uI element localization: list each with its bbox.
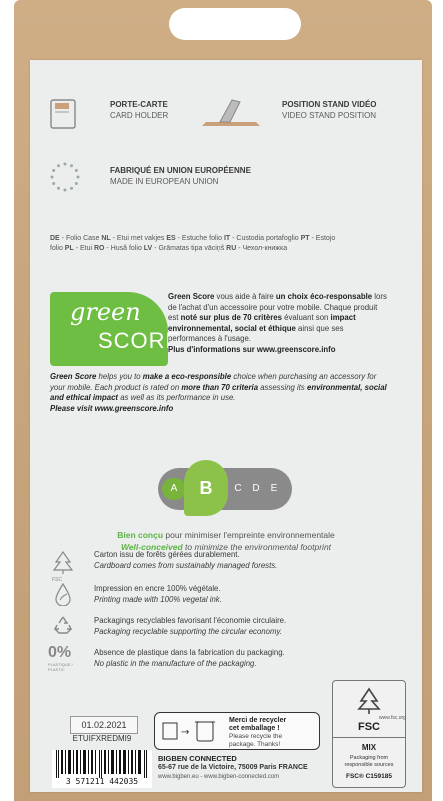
eco-plastic-fr: Absence de plastique dans la fabrication du packaging.: [94, 648, 285, 657]
gs-en-2d: environmental, social: [307, 382, 387, 392]
lang-code-pl: PL: [64, 245, 74, 252]
greenscore-text-en: [50, 372, 410, 414]
gs-en-4: Please visit www.greenscore.info: [50, 403, 174, 413]
gs-en-2c: assessing its: [258, 382, 307, 392]
card-holder-subtitle: CARD HOLDER: [110, 111, 169, 120]
rating-letter-d: D: [252, 483, 260, 494]
gs-fr-4b: ainsi que ses: [295, 323, 344, 333]
rating-letter-a: A: [162, 478, 186, 500]
rating-letter-b-selected: B: [184, 460, 228, 516]
fsc-description: [333, 755, 405, 768]
green-score-rating-scale: [158, 468, 292, 510]
fsc-divider: [333, 737, 405, 738]
gs-fr-6: Plus d'informations sur www.greenscore.info: [168, 344, 336, 354]
video-stand-title: POSITION STAND VIDÉO: [282, 100, 377, 109]
rating-en-a: Well-conceived: [120, 542, 183, 552]
fsc-desc-1: Packaging from: [349, 755, 389, 761]
barcode-number: 3 571211 442035: [65, 777, 139, 786]
eco-ink-fr: Impression en encre 100% végétale.: [94, 584, 221, 593]
fsc-small-label: FSC: [52, 577, 62, 583]
eco-fsc-fr: Carton issu de forêts gérées durablement.: [94, 550, 240, 559]
barcode: [52, 750, 152, 788]
gs-en-2: your mobile. Each product is rated on: [50, 382, 182, 392]
recycle-bin-icon: [161, 719, 219, 743]
recycle-title-fr: [229, 717, 286, 733]
packaging-back-card: [30, 60, 422, 792]
eco-fsc-en: Cardboard comes from sustainably managed forests.: [94, 560, 278, 570]
folio-case-icon: [48, 96, 82, 130]
lang-text-es: - Estuche folio: [175, 235, 224, 242]
translations-line-1: [50, 234, 406, 243]
eco-ink-en: Printing made with 100% vegetal ink.: [94, 594, 222, 604]
fsc-url: www.fsc.org: [379, 715, 406, 721]
zero-plastic-label: PLASTIQUE / PLASTIC: [48, 662, 73, 672]
translations-line-2: [50, 244, 406, 253]
fsc-logo-icon: [355, 687, 383, 715]
sku-code: ETUIFXREDMI9: [72, 734, 132, 743]
lang-code-lv: LV: [143, 245, 153, 252]
lang-text-pl: - Etui: [73, 245, 94, 252]
gs-fr-3d: impact: [330, 313, 356, 322]
lang-text-lv: - Grāmatas tipa vāciņš: [152, 245, 227, 252]
gs-en-3b: as well as its performance in use.: [118, 393, 236, 402]
tablet-stand-icon: [200, 94, 264, 130]
lang-text-nl: - Etui met vakjes: [110, 235, 167, 242]
green-score-logo-top: green: [70, 298, 141, 326]
gs-en-1b: helps you to: [96, 372, 143, 381]
eco-item-plastic: [94, 648, 285, 669]
gs-fr-3b: noté sur plus de 70 critères: [180, 313, 282, 322]
eco-item-fsc: [94, 550, 277, 571]
eu-stars-icon: [48, 160, 82, 194]
rating-letter-c: C: [234, 483, 242, 494]
fsc-desc-2: responsible sources: [344, 761, 394, 768]
lang-code-de: DE: [50, 235, 60, 242]
gs-en-3a: and ethical impact: [50, 393, 119, 402]
rating-en-b: to minimize the environmental footprint: [182, 542, 332, 552]
rating-caption-fr: [30, 530, 422, 540]
svg-text:→: →: [181, 727, 190, 738]
company-address: 65-67 rue de la Victoire, 75009 Paris FRANCE: [158, 764, 308, 771]
gs-fr-2: de l'achat d'un accessoire pour votre mobile. Chaque produit: [168, 302, 378, 312]
eco-recycle-fr: Packagings recyclables favorisant l'économie circulaire.: [94, 616, 287, 625]
lang-text-ro: - Husă folio: [104, 245, 144, 252]
made-in-eu-subtitle: MADE IN EUROPEAN UNION: [110, 177, 219, 186]
rating-fr-a: Bien conçu: [117, 530, 164, 540]
lang-code-nl: NL: [101, 235, 111, 242]
eco-item-recycle: [94, 616, 286, 637]
gs-fr-3c: évaluant son: [281, 313, 331, 322]
gs-fr-5: performances à l'usage.: [168, 334, 251, 343]
video-stand-subtitle: VIDEO STAND POSITION: [282, 111, 377, 120]
gs-fr-1a: Green Score: [168, 292, 215, 301]
greenscore-text-fr: [168, 292, 408, 355]
company-website: www.bigben.eu - www.bigben-connected.com: [158, 774, 280, 780]
recycle-text-en: [229, 733, 282, 748]
gs-fr-1d: lors: [372, 292, 387, 301]
recycle-title-2: cet emballage !: [229, 725, 280, 732]
lang-code-es: ES: [166, 235, 176, 242]
card-holder-title: PORTE-CARTE: [110, 100, 168, 109]
fsc-logo-text: FSC: [358, 721, 380, 733]
company-name: BIGBEN CONNECTED: [158, 754, 237, 763]
recycle-title-1: Merci de recycler: [229, 717, 287, 724]
lang-text-de: - Folio Case: [59, 235, 102, 242]
recycle-en-2: package. Thanks!: [229, 740, 281, 748]
gs-en-1a: Green Score: [50, 372, 97, 381]
lang-text-ru: - Чехол-книжка: [236, 245, 288, 252]
gs-en-2b: more than 70 criteria: [181, 382, 259, 392]
recycle-notice: [154, 712, 320, 750]
gs-fr-1b: vous aide à faire: [214, 292, 276, 301]
lang-text-pt-cont: folio: [50, 245, 65, 252]
zero-plastic-icon: [48, 644, 80, 674]
lang-code-ro: RO: [93, 245, 105, 252]
eco-item-ink: [94, 584, 222, 605]
gs-fr-4a: environnemental, social et éthique: [168, 323, 296, 333]
fsc-mix: MIX: [361, 743, 377, 752]
gs-en-1d: choice when purchasing an accessory for: [231, 372, 377, 381]
green-score-logo-bottom: SCORE: [98, 328, 182, 353]
gs-fr-1c: un choix éco-responsable: [275, 292, 373, 301]
eco-plastic-en: No plastic in the manufacture of the packaging.: [94, 658, 257, 668]
vegetal-ink-icon: [52, 582, 74, 604]
made-in-eu-title: FABRIQUÉ EN UNION EUROPÉENNE: [110, 166, 251, 175]
gs-fr-3a: est: [168, 313, 181, 322]
eco-recycle-en: Packaging recyclable supporting the circular economy.: [94, 626, 282, 636]
zero-plastic-number: 0%: [48, 644, 72, 661]
rating-letter-e: E: [270, 483, 278, 494]
barcode-bars: [52, 750, 152, 778]
gs-en-1c: make a eco-responsible: [142, 372, 232, 381]
rating-fr-b: pour minimiser l'empreinte environnementale: [163, 530, 335, 540]
hang-hole: [169, 8, 301, 40]
recycle-icon: [52, 614, 74, 636]
fsc-code: FSC® C159185: [346, 773, 392, 780]
lang-text-it: - Custodia portafoglio: [230, 235, 301, 242]
fsc-label: [332, 680, 406, 788]
lang-code-it: IT: [223, 235, 231, 242]
lang-code-ru: RU: [226, 245, 237, 252]
fsc-tree-icon: [52, 550, 74, 572]
production-date: 01.02.2021: [70, 716, 138, 734]
lang-text-pt: - Estojo: [309, 235, 336, 242]
lang-code-pt: PT: [300, 235, 310, 242]
recycle-en-1: Please recycle the: [229, 733, 283, 740]
